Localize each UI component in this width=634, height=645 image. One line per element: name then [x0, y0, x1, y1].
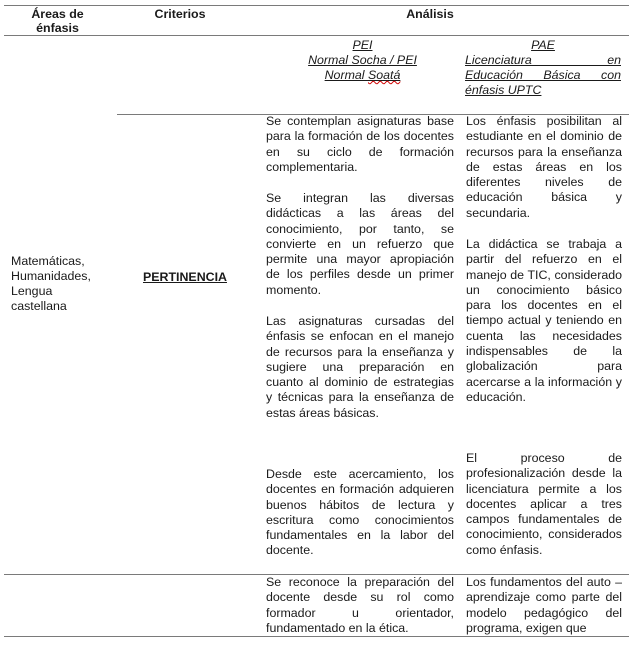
subheader-pei-line2 [270, 68, 455, 83]
subheader-pei-title: PEI [352, 38, 373, 52]
row1-pei-paragraph-1: Se contemplan asignaturas base para la formación de los docentes en su ciclo de formación complementaria. [266, 114, 454, 174]
header-areas-line1: Áreas de [31, 7, 84, 21]
header-criterios: Criterios [154, 7, 206, 21]
subheader-pae-title: PAE [531, 38, 555, 52]
row1-pei-paragraph-3: Las asignaturas cursadas del énfasis se enfocan en el manejo de recursos para la enseñanza y sugiere una preparación en cuanto al dominio de estrategias y técnicas para la enseñanza de estas áreas básicas. [266, 314, 454, 420]
row1-pae-paragraph-3: El proceso de profesionalización desde la licenciatura permite a los docentes aplicar a tres campos fundamentales de conocimiento, considerados como énfasis. [466, 451, 622, 557]
subheader-pae-line3: énfasis UPTC [465, 83, 542, 97]
subheader-pei-line2-prefix: Normal [324, 68, 368, 82]
row1-area-line: castellana [11, 299, 67, 313]
header-analisis: Análisis [406, 7, 454, 21]
spellcheck-word[interactable] [368, 68, 400, 82]
header-areas-de-enfasis [10, 7, 105, 35]
header-areas-line2: énfasis [36, 21, 79, 35]
row2-pae-paragraph-1: Los fundamentos del auto – aprendizaje como parte del modelo pedagógico del programa, exigen que [466, 575, 622, 635]
row1-area-line: Humanidades, [11, 269, 91, 283]
subheader-pei [270, 38, 455, 83]
header-bottom-border [4, 35, 629, 36]
row1-criterio: PERTINENCIA [143, 270, 227, 284]
table-top-border [4, 5, 629, 6]
row1-area-line: Lengua [11, 284, 53, 298]
spellcheck-underline: Soatá [367, 68, 401, 82]
subheader-pei-line1: Normal Socha / PEI [308, 53, 417, 67]
row1-pei-paragraph-2: Se integran las diversas didácticas a las áreas del conocimiento, por tanto, se convierte en un refuerzo que permite una mayor apropiación de los perfiles desde un primer momento. [266, 191, 454, 297]
row1-area [11, 254, 111, 314]
row1-area-line: Matemáticas, [11, 254, 85, 268]
subheader-pae-line2: Educación Básica con [465, 68, 621, 82]
subheader-pae-line1-text: Licenciatura en [465, 53, 621, 67]
subheader-pae-line1 [465, 53, 621, 68]
row2-pei-paragraph-1: Se reconoce la preparación del docente desde su rol como formador u orientador, fundamentado en la ética. [266, 575, 454, 635]
row1-pae-paragraph-2: La didáctica se trabaja a partir del refuerzo en el manejo de TIC, considerado un conocimiento básico para los docentes en el tiempo actual y teniendo en cuenta las necesidades indispensables de la globalización para acercarse a la información y educación. [466, 237, 622, 404]
row1-pae-paragraph-1: Los énfasis posibilitan al estudiante en el dominio de recursos para la enseñanza de estas áreas en los diferentes niveles de educación básica y secundaria. [466, 114, 622, 220]
row1-pei-paragraph-4: Desde este acercamiento, los docentes en formación adquieren buenos hábitos de lectura y escritura como conocimientos fundamentales en la labor del docente. [266, 467, 454, 558]
subheader-pae [465, 38, 621, 98]
